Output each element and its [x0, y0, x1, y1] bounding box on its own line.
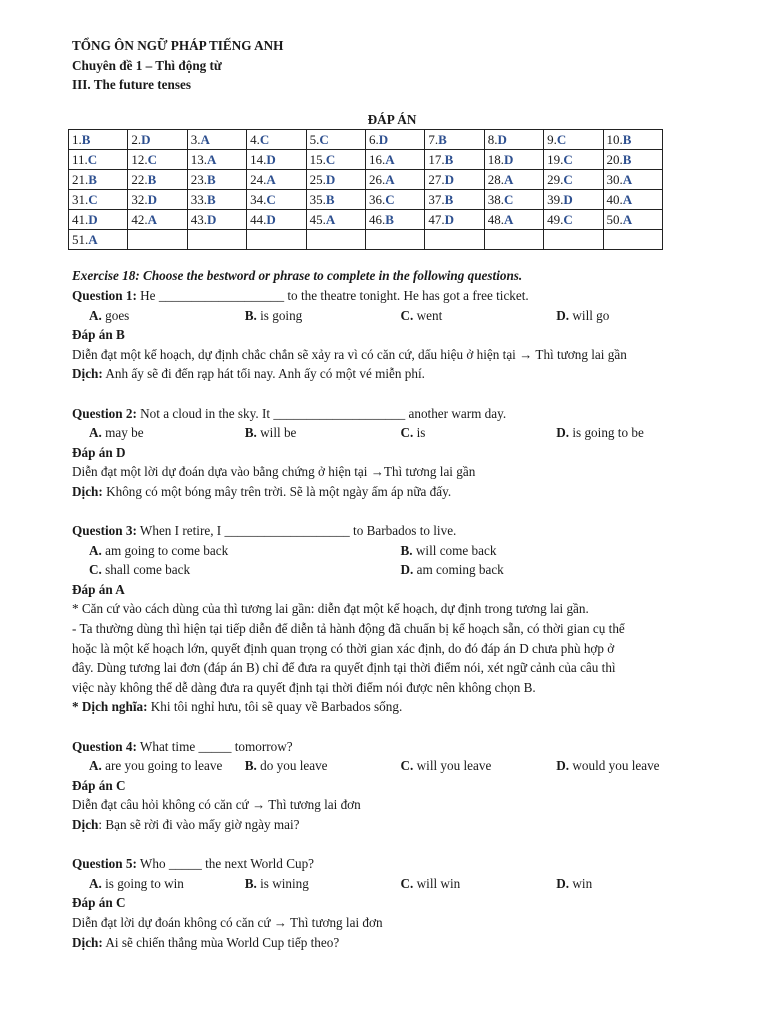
answer-letter: B — [207, 191, 216, 207]
answer-row — [69, 170, 663, 190]
answer-cell — [69, 210, 128, 230]
answer-row — [69, 230, 663, 250]
answer-letter: C — [503, 191, 514, 207]
answer-number: 40. — [606, 191, 623, 207]
answer-number: 13. — [190, 151, 208, 167]
answer-cell — [484, 210, 543, 230]
option-text: am coming back — [413, 562, 504, 578]
answer-cell — [544, 190, 603, 210]
answer-letter: D — [147, 191, 158, 207]
answer-cell — [306, 170, 365, 190]
answer-number: 51. — [72, 231, 89, 247]
option-text: went — [413, 307, 443, 323]
option-a[interactable] — [89, 756, 245, 776]
answer-letter: B — [444, 191, 454, 207]
option-letter: D. — [556, 307, 570, 323]
option-letter: B. — [244, 875, 257, 891]
option-b[interactable] — [245, 306, 401, 326]
question-3 — [72, 521, 712, 717]
answer-cell — [425, 230, 484, 250]
answer-letter: B — [207, 171, 216, 187]
answer-number: 34. — [250, 191, 267, 207]
option-letter: B. — [400, 542, 413, 558]
option-letter: C. — [400, 758, 414, 774]
answer-letter: D — [563, 191, 573, 207]
answer-letter: A — [266, 171, 276, 187]
answer-number: 10. — [606, 131, 623, 147]
answer-number: 27. — [428, 171, 445, 187]
answer-cell — [69, 230, 128, 250]
answer-letter: D — [378, 131, 389, 147]
answer-cell — [603, 230, 662, 250]
options-row — [72, 541, 712, 561]
option-letter: C. — [400, 307, 414, 323]
answer-letter: A — [503, 171, 514, 187]
answer-number: 41. — [72, 211, 89, 227]
option-letter: D. — [556, 758, 570, 774]
option-c[interactable] — [89, 560, 401, 580]
option-b[interactable] — [401, 541, 713, 561]
option-text: shall come back — [101, 562, 191, 578]
translation-label: * Dịch nghĩa: — [72, 699, 148, 715]
answer-label: Đáp án C — [72, 777, 126, 793]
option-b[interactable] — [245, 874, 401, 894]
explanation-line: đây. Dùng tương lai đơn (đáp án B) chỉ để đưa ra quyết định tại thời điểm nói, xét ngữ cảnh của câu thì — [72, 660, 616, 676]
answer-cell — [69, 150, 128, 170]
answer-letter: D — [444, 171, 454, 187]
question-text: He ___________________ to the theatre tonight. He has got a free ticket. — [136, 287, 529, 303]
answer-number: 45. — [309, 211, 326, 227]
answer-cell — [247, 150, 306, 170]
answer-number: 8. — [487, 131, 498, 147]
answer-letter: C — [563, 171, 573, 187]
answer-letter: A — [385, 171, 395, 187]
option-letter: A. — [89, 758, 102, 774]
answer-letter: D — [266, 211, 276, 227]
answer-number: 6. — [368, 131, 379, 147]
answer-number: 28. — [487, 171, 504, 187]
option-letter: D. — [556, 875, 570, 891]
question-label: Question 3: — [72, 523, 137, 539]
question-label: Question 4: — [72, 738, 137, 754]
answer-cell — [306, 210, 365, 230]
option-letter: B. — [244, 425, 257, 441]
answer-letter: C — [325, 151, 336, 167]
answer-number: 19. — [547, 151, 564, 167]
option-text: is going to be — [569, 425, 644, 441]
answer-cell — [425, 150, 484, 170]
answer-cell — [365, 210, 424, 230]
answer-letter: B — [385, 211, 394, 227]
answer-letter: A — [622, 211, 633, 227]
answer-cell — [247, 170, 306, 190]
option-letter: D. — [400, 562, 414, 578]
explanation-line: * Căn cứ vào cách dùng của thì tương lai gần: diễn đạt một kế hoạch, dự định trong tương lai gần. — [72, 601, 589, 617]
options-row — [72, 874, 712, 894]
answer-number: 1. — [72, 131, 82, 147]
answer-cell — [247, 190, 306, 210]
option-text: is wining — [256, 875, 309, 891]
option-text: will go — [569, 307, 610, 323]
answer-letter: A — [325, 211, 336, 227]
answer-cell — [128, 210, 187, 230]
answer-cell — [306, 150, 365, 170]
answer-letter: D — [266, 151, 276, 167]
answer-number: 44. — [250, 211, 267, 227]
topic-heading: Chuyên đề 1 – Thì động từ — [72, 57, 222, 73]
option-text: goes — [101, 307, 130, 323]
answer-letter: D — [88, 211, 98, 227]
option-c[interactable] — [401, 306, 557, 326]
answer-number: 2. — [131, 131, 142, 147]
option-letter: A. — [89, 307, 102, 323]
answer-cell — [365, 230, 424, 250]
option-d[interactable] — [556, 756, 712, 776]
translation — [72, 482, 712, 502]
answer-letter: A — [503, 211, 514, 227]
answer-number: 50. — [606, 211, 623, 227]
answer-row — [69, 130, 663, 150]
answer-number: 12. — [131, 151, 148, 167]
answer-cell — [544, 170, 603, 190]
answer-letter: B — [147, 171, 157, 187]
answer-cell — [484, 150, 543, 170]
answer-cell — [544, 130, 603, 150]
document-title: TỔNG ÔN NGỮ PHÁP TIẾNG ANH — [72, 38, 284, 53]
answer-cell — [425, 190, 484, 210]
answer-number: 15. — [309, 151, 326, 167]
option-text: is — [413, 425, 426, 441]
answer-cell — [484, 190, 543, 210]
answer-cell — [603, 210, 662, 230]
option-letter: D. — [556, 425, 570, 441]
answer-number: 14. — [250, 151, 267, 167]
question-stem — [72, 521, 712, 541]
answer-number: 30. — [606, 171, 623, 187]
translation-text: Anh ấy sẽ đi đến rạp hát tối nay. Anh ấy có một vé miễn phí. — [102, 366, 425, 382]
answer-number: 37. — [428, 191, 445, 207]
question-4 — [72, 737, 712, 835]
option-text: win — [569, 875, 593, 891]
option-text: is going to win — [101, 875, 184, 891]
answer-cell — [603, 130, 662, 150]
answer-cell — [128, 130, 187, 150]
answer-letter: D — [444, 211, 454, 227]
answer-cell — [69, 130, 128, 150]
answer-letter: C — [266, 191, 276, 207]
answer-cell — [69, 190, 128, 210]
answer-letter: C — [87, 151, 98, 167]
option-a[interactable] — [89, 874, 245, 894]
answer-number: 38. — [487, 191, 504, 207]
question-stem — [72, 404, 712, 424]
answer-cell — [365, 130, 424, 150]
answer-letter: C — [147, 151, 158, 167]
option-b[interactable] — [245, 756, 401, 776]
answer-letter: B — [325, 191, 335, 207]
answer-cell — [425, 170, 484, 190]
answer-cell — [365, 170, 424, 190]
answer-number: 4. — [250, 131, 260, 147]
section-heading: III. The future tenses — [72, 77, 191, 93]
answer-letter: D — [497, 131, 507, 147]
answer-cell — [187, 210, 246, 230]
answer-number: 42. — [131, 211, 148, 227]
answer-key-table — [68, 129, 663, 250]
question-2 — [72, 404, 712, 502]
answer-cell — [247, 210, 306, 230]
exercise-title: Exercise 18: Choose the bestword or phrase to complete in the following questions. — [72, 268, 523, 284]
answer-letter: D — [325, 171, 336, 187]
answer-number: 22. — [131, 171, 148, 187]
translation-text: Khi tôi nghỉ hưu, tôi sẽ quay về Barbados sống. — [147, 699, 403, 715]
answer-row — [69, 210, 663, 230]
answer-number: 18. — [487, 151, 504, 167]
answer-number: 9. — [547, 131, 557, 147]
option-letter: A. — [89, 875, 102, 891]
answer-letter: B — [88, 171, 97, 187]
answer-number: 35. — [309, 191, 326, 207]
answer-number: 16. — [368, 151, 386, 167]
answer-number: 24. — [250, 171, 267, 187]
answer-number: 31. — [72, 191, 89, 207]
translation-text: Ai sẽ chiến thắng mùa World Cup tiếp theo? — [102, 934, 340, 950]
answer-cell — [603, 170, 662, 190]
answer-label: Đáp án A — [72, 581, 125, 597]
question-text: What time _____ tomorrow? — [136, 738, 293, 754]
answer-cell — [306, 190, 365, 210]
option-a[interactable] — [89, 306, 245, 326]
translation — [72, 815, 712, 835]
answer-number: 39. — [547, 191, 564, 207]
answer-letter: D — [141, 131, 151, 147]
option-text: is going — [256, 307, 303, 323]
question-label: Question 5: — [72, 856, 137, 872]
translation-label: Dịch: — [72, 934, 103, 950]
answer-cell — [425, 130, 484, 150]
answer-cell — [187, 150, 246, 170]
option-c[interactable] — [401, 423, 557, 443]
answer-number: 20. — [606, 151, 623, 167]
option-text: would you leave — [569, 758, 660, 774]
question-text: Who _____ the next World Cup? — [136, 856, 315, 872]
answer-letter: D — [207, 211, 217, 227]
answer-cell — [544, 210, 603, 230]
answer-number: 33. — [190, 191, 208, 207]
translation-text: Không có một bóng mây trên trời. Sẽ là một ngày ấm áp nữa đấy. — [102, 483, 452, 499]
answer-letter: C — [563, 211, 573, 227]
explanation-line: hoặc là một kế hoạch lớn, quyết định quan trọng có thời gian xác định, do đó đáp án D chưa phù hợp ở — [72, 640, 615, 656]
option-letter: A. — [89, 425, 102, 441]
answer-label: Đáp án C — [72, 895, 126, 911]
option-d[interactable] — [556, 423, 712, 443]
option-c[interactable] — [401, 874, 557, 894]
option-text: am going to come back — [101, 542, 229, 558]
answer-number: 21. — [72, 171, 89, 187]
answer-letter: C — [88, 191, 98, 207]
answer-letter: B — [444, 151, 454, 167]
answer-letter: A — [147, 211, 158, 227]
option-text: will you leave — [413, 758, 492, 774]
question-text: When I retire, I ___________________ to Barbados to live. — [136, 523, 457, 539]
option-a[interactable] — [89, 541, 401, 561]
answer-cell — [484, 170, 543, 190]
answer-cell — [603, 190, 662, 210]
answer-cell — [187, 130, 246, 150]
answer-cell — [484, 230, 543, 250]
answer-number: 47. — [428, 211, 445, 227]
options-row — [72, 756, 712, 776]
question-label: Question 2: — [72, 405, 137, 421]
option-text: may be — [101, 425, 144, 441]
answer-number: 11. — [72, 151, 88, 167]
option-d[interactable] — [401, 560, 713, 580]
translation — [72, 933, 712, 953]
option-text: will be — [256, 425, 297, 441]
question-1 — [72, 286, 712, 384]
answer-row — [69, 190, 663, 210]
explanation-line: - Ta thường dùng thì hiện tại tiếp diễn để diễn tả hành động đã chuẩn bị kế hoạch sẵn, có thời gian cụ thể — [72, 621, 625, 637]
answer-letter: C — [563, 151, 573, 167]
answer-cell — [484, 130, 543, 150]
explanation-line: việc này không thể dễ dàng đưa ra quyết định tại thời điểm nói được nên không chọn B. — [72, 679, 536, 695]
answer-cell — [69, 170, 128, 190]
answer-letter: C — [385, 191, 395, 207]
option-a[interactable] — [89, 423, 245, 443]
answer-cell — [365, 190, 424, 210]
answer-number: 26. — [368, 171, 386, 187]
answer-letter: C — [556, 131, 567, 147]
translation — [72, 697, 712, 717]
answer-number: 29. — [547, 171, 564, 187]
question-text: Not a cloud in the sky. It ____________________ another warm day. — [136, 405, 507, 421]
answer-number: 36. — [368, 191, 386, 207]
answer-cell — [544, 230, 603, 250]
translation-label: Dịch: — [72, 366, 103, 382]
question-stem — [72, 854, 712, 874]
answer-letter: A — [385, 151, 395, 167]
translation-label: Dịch — [72, 817, 99, 832]
explanation: Diễn đạt câu hỏi không có căn cứ → Thì tương lai đơn — [72, 797, 361, 813]
answer-letter: A — [622, 171, 633, 187]
answer-number: 46. — [368, 211, 386, 227]
question-label: Question 1: — [72, 287, 137, 303]
answer-letter: A — [88, 231, 98, 247]
answer-letter: B — [81, 131, 91, 147]
answer-cell — [306, 130, 365, 150]
answer-cell — [128, 230, 187, 250]
answer-number: 23. — [190, 171, 208, 187]
answer-cell — [247, 130, 306, 150]
answer-number: 49. — [547, 211, 564, 227]
answer-cell — [425, 210, 484, 230]
question-5 — [72, 854, 712, 952]
answer-key-title: ĐÁP ÁN — [367, 111, 417, 127]
question-stem — [72, 286, 712, 306]
answer-letter: B — [622, 151, 632, 167]
answer-number: 32. — [131, 191, 148, 207]
answer-cell — [187, 190, 246, 210]
answer-cell — [128, 190, 187, 210]
translation — [72, 364, 712, 384]
answer-letter: A — [622, 191, 633, 207]
option-letter: A. — [89, 542, 102, 558]
answer-cell — [128, 170, 187, 190]
options-row — [72, 423, 712, 443]
option-text: will win — [413, 875, 461, 891]
options-row — [72, 306, 712, 326]
question-stem — [72, 737, 712, 757]
option-d[interactable] — [556, 306, 712, 326]
answer-cell — [603, 150, 662, 170]
option-c[interactable] — [401, 756, 557, 776]
answer-number: 7. — [428, 131, 439, 147]
answer-label: Đáp án D — [72, 444, 126, 460]
option-text: will come back — [412, 542, 497, 558]
option-b[interactable] — [245, 423, 401, 443]
answer-number: 25. — [309, 171, 326, 187]
option-letter: C. — [89, 562, 102, 578]
option-d[interactable] — [556, 874, 712, 894]
answer-cell — [128, 150, 187, 170]
options-row — [72, 560, 712, 580]
option-letter: C. — [400, 425, 414, 441]
answer-row — [69, 150, 663, 170]
option-letter: B. — [244, 758, 257, 774]
answer-cell — [544, 150, 603, 170]
explanation: Diễn đạt một lời dự đoán dựa vào bằng chứng ở hiện tại →Thì tương lai gần — [72, 464, 476, 480]
option-letter: C. — [400, 875, 414, 891]
answer-letter: C — [259, 131, 270, 147]
answer-letter: B — [438, 131, 447, 147]
answer-letter: C — [319, 131, 329, 147]
answer-number: 5. — [309, 131, 320, 147]
answer-number: 43. — [190, 211, 208, 227]
answer-letter: A — [207, 151, 217, 167]
explanation: Diễn đạt lời dự đoán không có căn cứ → Thì tương lai đơn — [72, 914, 383, 930]
answer-letter: D — [503, 151, 514, 167]
explanation: Diễn đạt một kế hoạch, dự định chắc chắn sẽ xảy ra vì có căn cứ, dấu hiệu ở hiện tại → Thì tương lai gần — [72, 346, 627, 362]
answer-number: 48. — [487, 211, 504, 227]
answer-number: 17. — [428, 151, 445, 167]
option-text: are you going to leave — [101, 758, 223, 774]
answer-cell — [306, 230, 365, 250]
answer-cell — [247, 230, 306, 250]
answer-cell — [187, 230, 246, 250]
answer-cell — [187, 170, 246, 190]
answer-letter: B — [622, 131, 632, 147]
answer-label: Đáp án B — [72, 327, 125, 343]
option-letter: B. — [244, 307, 257, 323]
translation-text: : Bạn sẽ rời đi vào mấy giờ ngày mai? — [98, 817, 300, 832]
answer-cell — [365, 150, 424, 170]
translation-label: Dịch: — [72, 483, 103, 499]
answer-number: 3. — [190, 131, 201, 147]
document-page — [72, 36, 712, 952]
option-text: do you leave — [256, 758, 328, 774]
answer-letter: A — [200, 131, 210, 147]
